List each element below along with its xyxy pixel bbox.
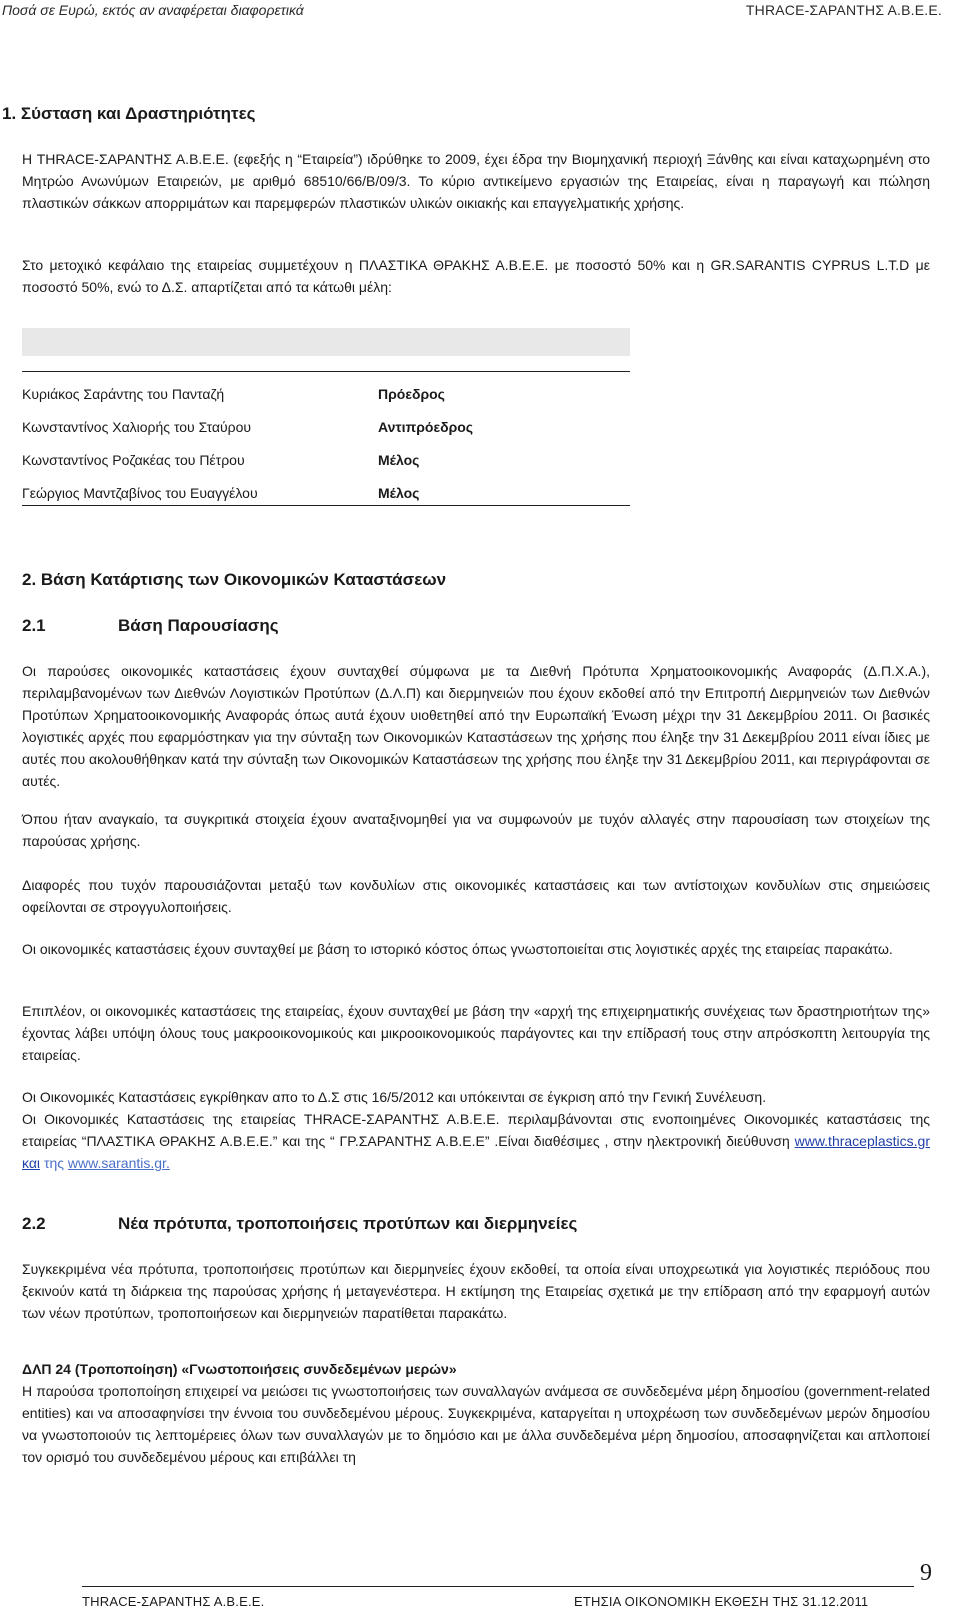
ias24-title: ΔΛΠ 24 (Τροποποίηση) «Γνωστοποιήσεις συνδεδεμένων μερών» — [22, 1361, 457, 1377]
paragraph-going-concern: Επιπλέον, οι οικονομικές καταστάσεις της εταιρείας, έχουν συνταχθεί με βάση την «αρχή της επιχειρηματικής συνέχειας των δραστηριοτήτων της» έχοντας λάβει υπόψη όλους τους μακροοικονομικούς και μικροοικονομικούς παράγοντες και την επίδρασή τους στην απρόσκοπτη λειτουργία της εταιρείας. — [22, 1003, 930, 1063]
paragraph-reclassification: Όπου ήταν αναγκαίο, τα συγκριτικά στοιχεία έχουν αναταξινομηθεί για να συμφωνούν με τυχόν αλλαγές στην παρουσίαση των στοιχείων της παρούσας χρήσης. — [22, 811, 930, 849]
subsection-2-1-title: Βάση Παρουσίασης — [118, 616, 279, 635]
consolidation-text: Οι Οικονομικές Καταστάσεις της εταιρείας THRACE-ΣΑΡΑΝΤΗΣ Α.Β.Ε.Ε. περιλαμβάνονται στις ενοποιημένες Οικονομικές καταστάσεις της εταιρείας “ΠΛΑΣΤΙΚΑ ΘΡΑΚΗΣ Α.Β.Ε.Ε.” και της “ ΓΡ.ΣΑΡΑΝΤΗΣ Α.Β.Ε.Ε” .Είναι διαθέσιμες , στην ηλεκτρονική διεύθυνση — [22, 1111, 930, 1149]
board-member-name: Κωνσταντίνος Ροζακέας του Πέτρου — [22, 452, 245, 468]
section-2-title: 2. Βάση Κατάρτισης των Οικονομικών Καταστάσεων — [22, 570, 447, 589]
sarantis-link[interactable]: www.sarantis.gr. — [67, 1155, 170, 1171]
paragraph-ias24: Η παρούσα τροποποίηση επιχειρεί να μειώσει τις γνωστοποιήσεις των συναλλαγών ανάμεσα σε συνδεδεμένα μέρη δημοσίου (government-related entities) και να αποσαφηνίσει την έννοια του συνδεδεμένου μέρους. Συγκεκριμένα, καταργείται η υποχρέωση των συνδεδεμένων μερών δημοσίου να γνωστοποιούν τις λεπτομέρειες όλων των συναλλαγών με το δημόσιο και με άλλα συνδεδεμένα μέρη δημοσίου, αποσαφηνίζεται και απλοποιεί τον ορισμό του συνδεδεμένου μέρους και επιβάλλει τη — [22, 1383, 930, 1465]
section-1-title: 1. Σύσταση και Δραστηριότητες — [2, 104, 256, 123]
link-conjunction: και — [22, 1155, 41, 1171]
paragraph-basis: Οι παρούσες οικονομικές καταστάσεις έχουν συνταχθεί σύμφωνα με τα Διεθνή Πρότυπα Χρηματοοικονομικής Αναφοράς (Δ.Π.Χ.Α.), περιλαμβανομένων των Διεθνών Λογιστικών Προτύπων (Δ.Λ.Π) και διερμηνειών που έχουν εκδοθεί από την Επιτροπή Διερμηνειών των Διεθνών Προτύπων Χρηματοοικονομικής Αναφοράς όπως αυτά έχουν υιοθετηθεί από την Ευρωπαϊκή Ένωση μέχρι την 31 Δεκεμβρίου 2011. Οι βασικές λογιστικές αρχές που εφαρμόστηκαν για την σύνταξη των Οικονομικών Καταστάσεων της χρήσης που έληξε την 31 Δεκεμβρίου 2011 είναι ίδιες με αυτές που ακολουθήθηκαν κατά την σύνταξη των Οικονομικών Καταστάσεων της χρήσης που έληξε την 31 Δεκεμβρίου 2011, και περιγράφονται σε αυτές. — [22, 663, 930, 789]
subsection-2-1-number: 2.1 — [22, 616, 46, 635]
board-member-name: Κωνσταντίνος Χαλιορής του Σταύρου — [22, 419, 252, 435]
paragraph-rounding: Διαφορές που τυχόν παρουσιάζονται μεταξύ των κονδυλίων στις οικονομικές καταστάσεις και των αντίστοιχων κονδυλίων στις σημειώσεις οφείλονται σε στρογγυλοποιήσεις. — [22, 877, 930, 915]
footer-company: THRACE-ΣΑΡΑΝΤΗΣ Α.Β.Ε.Ε. — [82, 1594, 265, 1609]
footer-report-title: ΕΤΗΣΙΑ ΟΙΚΟΝΟΜΙΚΗ ΕΚΘΕΣΗ ΤΗΣ 31.12.2011 — [574, 1594, 869, 1609]
header-note: Ποσά σε Ευρώ, εκτός αν αναφέρεται διαφορετικά — [2, 2, 304, 18]
subsection-2-2-title: Νέα πρότυπα, τροποποιήσεις προτύπων και διερμηνείες — [118, 1214, 578, 1233]
board-member-name: Κυριάκος Σαράντης του Πανταζή — [22, 386, 225, 402]
section-1-paragraph-2: Στο μετοχικό κεφάλαιο της εταιρείας συμμετέχουν η ΠΛΑΣΤΙΚΑ ΘΡΑΚΗΣ Α.Β.Ε.Ε. με ποσοστό 50% και η GR.SARANTIS CYPRUS L.T.D με ποσοστό 50%, ενώ το Δ.Σ. απαρτίζεται από τα κάτωθι μέλη: — [22, 257, 930, 295]
section-1-paragraph-1: Η THRACE-ΣΑΡΑΝΤΗΣ Α.Β.Ε.Ε. (εφεξής η “Εταιρεία”) ιδρύθηκε το 2009, έχει έδρα την Βιομηχανική περιοχή Ξάνθης και είναι καταχωρημένη στο Μητρώο Ανωνύμων Εταιρειών, με αριθμό 68510/66/Β/09/3. Το κύριο αντικείμενο εργασιών της Εταιρείας, είναι η παραγωγή και πώληση πλαστικών σάκκων απορριμάτων και παρεμφερών πλαστικών υλικών οικιακής και επαγγελματικής χρήσης. — [22, 151, 930, 211]
board-table-top-rule — [22, 371, 630, 372]
board-member-role: Αντιπρόεδρος — [378, 419, 474, 435]
board-member-role: Πρόεδρος — [378, 386, 445, 402]
board-table-bottom-rule — [22, 505, 630, 506]
paragraph-historical-cost: Οι οικονομικές καταστάσεις έχουν συνταχθεί με βάση το ιστορικό κόστος όπως γνωστοποιείται στις λογιστικές αρχές της εταιρείας παρακάτω. — [22, 941, 893, 957]
paragraph-approval: Οι Οικονομικές Καταστάσεις εγκρίθηκαν απο το Δ.Σ στις 16/5/2012 και υπόκεινται σε έγκριση από την Γενική Συνέλευση. — [22, 1089, 767, 1105]
paragraph-new-standards: Συγκεκριμένα νέα πρότυπα, τροποποιήσεις προτύπων και διερμηνείες έχουν εκδοθεί, τα οποία είναι υποχρεωτικά για λογιστικές περιόδους που ξεκινούν κατά τη διάρκεια της παρούσας χρήσης ή μεταγενέστερα. Η εκτίμηση της Εταιρείας σχετικά με την επίδραση από την εφαρμογή αυτών των νέων προτύπων, τροποποιήσεων και διερμηνειών παρατίθεται παρακάτω. — [22, 1261, 930, 1321]
link-conjunction-2: της — [43, 1155, 65, 1171]
footer-rule — [82, 1586, 914, 1587]
board-member-role: Μέλος — [378, 485, 420, 501]
board-member-role: Μέλος — [378, 452, 420, 468]
board-table-header — [22, 328, 630, 356]
page-number: 9 — [920, 1560, 932, 1586]
thraceplastics-link[interactable]: www.thraceplastics.gr — [794, 1133, 930, 1149]
board-member-name: Γεώργιος Μαντζαβίνος του Ευαγγέλου — [22, 485, 258, 501]
subsection-2-2-number: 2.2 — [22, 1214, 46, 1233]
paragraph-consolidation — [22, 1108, 930, 1174]
header-company: THRACE-ΣΑΡΑΝΤΗΣ Α.Β.Ε.Ε. — [745, 2, 942, 18]
